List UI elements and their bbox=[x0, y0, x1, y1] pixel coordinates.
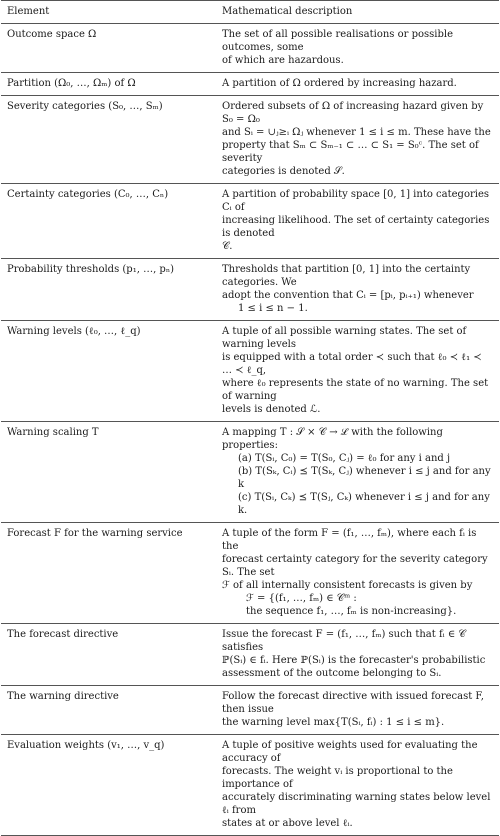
description-line: Ordered subsets of Ω of increasing hazard given by S₀ = Ω₀ bbox=[222, 101, 484, 125]
row-element: Evaluation weights (v₁, …, v_q) bbox=[7, 740, 165, 751]
row-element: The forecast directive bbox=[7, 629, 119, 640]
description-line: (c) T(Sᵢ, Cₖ) ⪯ T(Sⱼ, Cₖ) whenever i ≤ j and for any k. bbox=[238, 492, 490, 516]
table-row bbox=[1, 624, 499, 686]
description-line: 1 ≤ i ≤ n − 1. bbox=[238, 303, 308, 314]
description-line: accurately discriminating warning states below level ℓᵢ from bbox=[222, 792, 491, 816]
row-description bbox=[216, 686, 499, 735]
row-element: Outcome space Ω bbox=[7, 29, 97, 40]
description-line: ℙ(Sᵢ) ∈ fᵢ. Here ℙ(Sᵢ) is the forecaster's probabilistic bbox=[222, 655, 486, 666]
description-line: ℱ = {(f₁, …, fₘ) ∈ 𝒞ᵐ : bbox=[246, 593, 357, 604]
table-row bbox=[1, 184, 499, 259]
row-description bbox=[216, 259, 499, 321]
row-description bbox=[216, 422, 499, 523]
description-line: Thresholds that partition [0, 1] into the certainty categories. We bbox=[222, 264, 471, 288]
row-element: Probability thresholds (p₁, …, pₙ) bbox=[7, 264, 175, 275]
row-element: Certainty categories (C₀, …, Cₙ) bbox=[7, 189, 169, 200]
description-line: ℱ of all internally consistent forecasts is given by bbox=[222, 580, 473, 591]
row-description bbox=[216, 96, 499, 184]
description-line: of which are hazardous. bbox=[222, 55, 344, 66]
description-line: The set of all possible realisations or possible outcomes, some bbox=[222, 29, 453, 53]
table-row bbox=[1, 24, 499, 73]
table-row bbox=[1, 523, 499, 624]
description-line: is equipped with a total order ≺ such that ℓ₀ ≺ ℓ₁ ≺ … ≺ ℓ_q, bbox=[222, 352, 482, 376]
description-line: A partition of Ω ordered by increasing hazard. bbox=[222, 78, 457, 89]
table-row bbox=[1, 422, 499, 523]
row-element: Forecast F for the warning service bbox=[7, 528, 183, 539]
description-line: A tuple of positive weights used for evaluating the accuracy of bbox=[222, 740, 478, 764]
description-line: Issue the forecast F = (f₁, …, fₘ) such that fᵢ ∈ 𝒞 satisfies bbox=[222, 629, 466, 653]
row-description bbox=[216, 73, 499, 96]
description-line: categories is denoted 𝒮. bbox=[222, 166, 345, 177]
table-row bbox=[1, 686, 499, 735]
description-line: assessment of the outcome belonging to Sᵢ. bbox=[222, 668, 442, 679]
description-line: (a) T(Sᵢ, C₀) = T(S₀, Cⱼ) = ℓ₀ for any i and j bbox=[238, 453, 451, 464]
row-element: Partition (Ω₀, …, Ωₘ) of Ω bbox=[7, 78, 136, 89]
description-line: forecast certainty category for the severity category Sᵢ. The set bbox=[222, 554, 488, 578]
row-description bbox=[216, 624, 499, 686]
description-line: property that Sₘ ⊂ Sₘ₋₁ ⊂ … ⊂ S₁ = S₀ᶜ. The set of severity bbox=[222, 140, 479, 164]
row-description bbox=[216, 523, 499, 624]
row-element: Warning levels (ℓ₀, …, ℓ_q) bbox=[7, 326, 141, 337]
table-row bbox=[1, 259, 499, 321]
header-description: Mathematical description bbox=[222, 6, 353, 17]
row-element: Warning scaling T bbox=[7, 427, 99, 438]
description-line: A mapping T : 𝒮 × 𝒞 → ℒ with the following properties: bbox=[222, 427, 443, 451]
description-line: forecasts. The weight vᵢ is proportional to the importance of bbox=[222, 766, 453, 790]
table-row bbox=[1, 735, 499, 836]
header-element: Element bbox=[7, 6, 50, 17]
description-line: A tuple of all possible warning states. The set of warning levels bbox=[222, 326, 467, 350]
row-element: Severity categories (S₀, …, Sₘ) bbox=[7, 101, 163, 112]
description-line: A partition of probability space [0, 1] into categories Cᵢ of bbox=[222, 189, 489, 213]
description-line: states at or above level ℓᵢ. bbox=[222, 818, 353, 829]
table-header-row bbox=[1, 1, 499, 24]
description-line: and Sᵢ = ∪ⱼ≥ᵢ Ωⱼ whenever 1 ≤ i ≤ m. These have the bbox=[222, 127, 491, 138]
description-line: Follow the forecast directive with issued forecast F, then issue bbox=[222, 691, 484, 715]
table-row bbox=[1, 321, 499, 422]
row-description bbox=[216, 321, 499, 422]
row-element: The warning directive bbox=[7, 691, 119, 702]
description-line: 𝒞. bbox=[222, 241, 233, 252]
description-line: levels is denoted ℒ. bbox=[222, 404, 321, 415]
description-line: A tuple of the form F = (f₁, …, fₘ), where each fᵢ is the bbox=[222, 528, 477, 552]
table-row bbox=[1, 96, 499, 184]
definitions-table bbox=[1, 0, 499, 836]
table-row bbox=[1, 73, 499, 96]
row-description bbox=[216, 735, 499, 836]
description-line: (b) T(Sₖ, Cᵢ) ⪯ T(Sₖ, Cⱼ) whenever i ≤ j and for any k bbox=[238, 466, 491, 490]
description-line: where ℓ₀ represents the state of no warning. The set of warning bbox=[222, 378, 489, 402]
description-line: the warning level max{T(Sᵢ, fᵢ) : 1 ≤ i ≤ m}. bbox=[222, 717, 445, 728]
row-description bbox=[216, 184, 499, 259]
row-description bbox=[216, 24, 499, 73]
description-line: adopt the convention that Cᵢ = [pᵢ, pᵢ₊₁) whenever bbox=[222, 290, 474, 301]
description-line: increasing likelihood. The set of certainty categories is denoted bbox=[222, 215, 490, 239]
description-line: the sequence f₁, …, fₘ is non-increasing}. bbox=[246, 606, 457, 617]
